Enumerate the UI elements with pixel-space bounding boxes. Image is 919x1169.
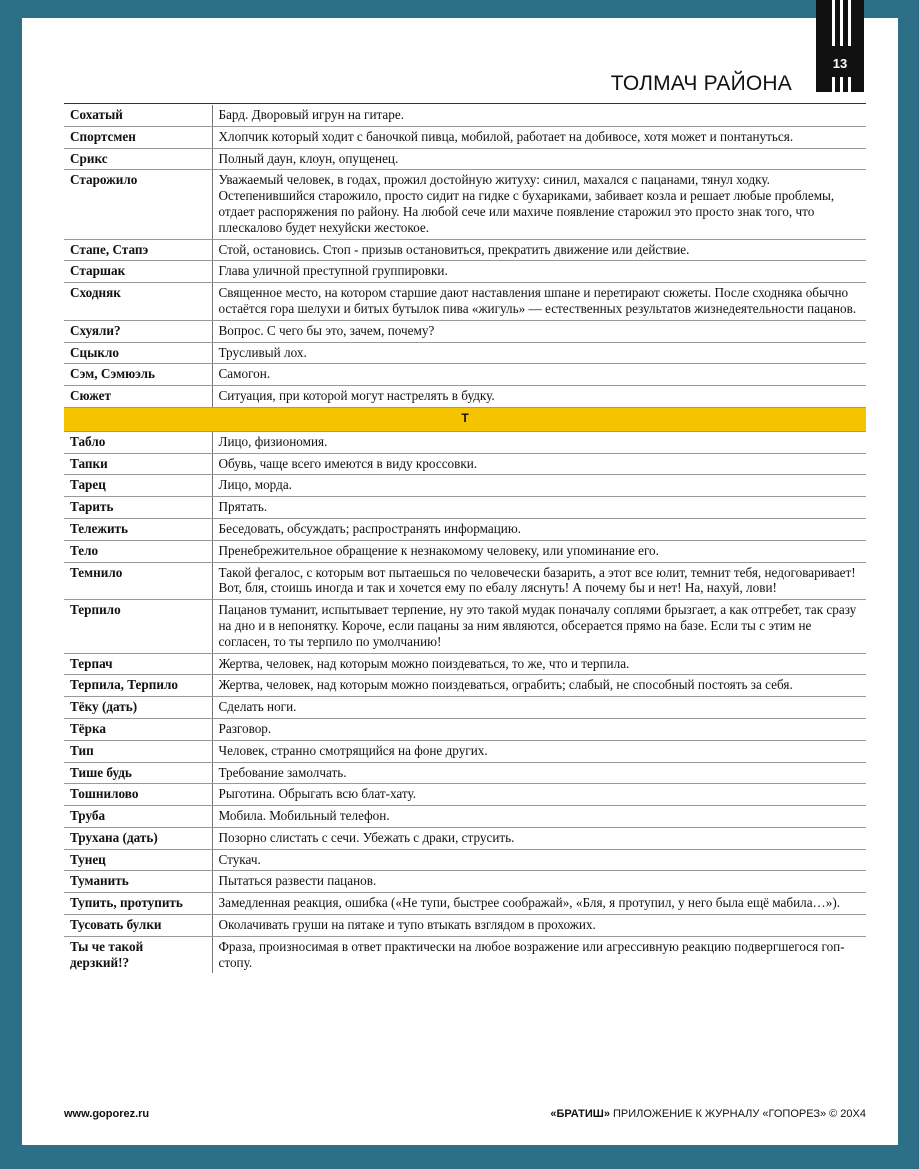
glossary-definition: Трусливый лох. (212, 342, 866, 364)
footer-site: www.goporez.ru (64, 1108, 150, 1120)
glossary-row (64, 893, 866, 915)
glossary-term: Тарить (64, 497, 212, 519)
glossary-term: Старожило (64, 170, 212, 239)
glossary-definition: Обувь, чаще всего имеются в виду кроссовки. (212, 453, 866, 475)
glossary-term: Сохатый (64, 105, 212, 126)
glossary-definition: Замедленная реакция, ошибка («Не тупи, быстрее соображай», «Бля, я протупил, у него была ещё мабила…»). (212, 893, 866, 915)
glossary-row (64, 497, 866, 519)
glossary-definition: Фраза, произносимая в ответ практически на любое возражение или агрессивную реакцию подвергшегося гоп-стопу. (218, 938, 845, 970)
glossary-definition: Священное место, на котором старшие дают наставления шпане и перетирают сюжеты. После сходняка обычно остаётся гора шелухи и битых бутылок пива «жигуль» — естественных результатов жизнедеятельности пацанов. (212, 283, 866, 321)
glossary-definition: Полный даун, клоун, опущенец. (212, 148, 866, 170)
glossary-term: Терпач (64, 653, 212, 675)
glossary-term: Табло (64, 431, 212, 453)
page-number: 13 (832, 56, 848, 71)
glossary-term: Терпило (64, 600, 212, 653)
glossary-term: Тело (64, 540, 212, 562)
glossary-definition: Сделать ноги. (212, 697, 866, 719)
glossary-definition: Хлопчик который ходит с баночкой пивца, мобилой, работает на добивосе, хотя может и понтануться. (212, 126, 866, 148)
glossary-term: Тарец (64, 475, 212, 497)
glossary-row (64, 849, 866, 871)
glossary-row (64, 342, 866, 364)
glossary-definition: Вопрос. С чего бы это, зачем, почему? (212, 320, 866, 342)
glossary-term: Тип (64, 740, 212, 762)
header-rule (64, 103, 866, 104)
glossary-definition: Такой фегалос, с которым вот пытаешься по человечески базарить, а этот все юлит, темнит тебя, недоговаривает! Вот, бля, стоишь иногда и так и хочется ему по ебалу ляснуть! А почему бы и нет! На, нахуй, лови! (212, 562, 866, 600)
glossary-definition: Пацанов туманит, испытывает терпение, ну это такой мудак поначалу соплями брызгает, а как отгребет, так сразу на дно и в непонятку. Короче, если пацаны за ним являются, обсерается прямо на базе. Если ты с этим не согласен, то ты терпило по умолчанию! (212, 600, 866, 653)
glossary-definition: Глава уличной преступной группировки. (212, 261, 866, 283)
glossary-row (64, 148, 866, 170)
glossary-row (64, 806, 866, 828)
glossary-term: Сцыкло (64, 342, 212, 364)
glossary-term: Сэм, Сэмюэль (64, 364, 212, 386)
footer-credit (500, 1108, 866, 1120)
glossary-definition: Самогон. (212, 364, 866, 386)
glossary-definition: Стой, остановись. Стоп - призыв остановиться, прекратить движение или действие. (212, 239, 866, 261)
glossary-term: Тележить (64, 518, 212, 540)
glossary-row (64, 126, 866, 148)
glossary-term: Сходняк (64, 283, 212, 321)
glossary-term: Тёрка (64, 718, 212, 740)
glossary-row (64, 320, 866, 342)
page-tab (816, 0, 864, 92)
footer-brand: «БРАТИШ» (550, 1108, 610, 1120)
glossary-row (64, 261, 866, 283)
glossary-table (64, 105, 866, 973)
section-header-row (64, 407, 866, 431)
glossary-row (64, 105, 866, 126)
page-title: ТОЛМАЧ РАЙОНА (610, 72, 792, 95)
glossary-row (64, 827, 866, 849)
glossary-definition: Лицо, физиономия. (212, 431, 866, 453)
glossary-definition: Бард. Дворовый игрун на гитаре. (212, 105, 866, 126)
glossary-definition: Мобила. Мобильный телефон. (212, 806, 866, 828)
glossary-row (64, 170, 866, 239)
glossary-row (64, 675, 866, 697)
glossary-row (64, 453, 866, 475)
glossary-row (64, 364, 866, 386)
glossary-definition: Рыготина. Обрыгать всю блат-хату. (212, 784, 866, 806)
glossary-row (64, 784, 866, 806)
footer-credit-text: ПРИЛОЖЕНИЕ К ЖУРНАЛУ «ГОПОРЕЗ» © 20X4 (609, 1108, 866, 1120)
glossary-definition: Пытаться развести пацанов. (212, 871, 866, 893)
glossary-row (64, 871, 866, 893)
glossary-term: Срикс (64, 148, 212, 170)
glossary-row (64, 283, 866, 321)
glossary-term: Тупить, протупить (64, 893, 212, 915)
glossary-row (64, 718, 866, 740)
glossary-term: Тусовать булки (64, 915, 212, 937)
glossary-row (64, 239, 866, 261)
glossary-definition: Человек, странно смотрящийся на фоне других. (212, 740, 866, 762)
glossary-row (64, 562, 866, 600)
glossary-definition: Позорно слистать с сечи. Убежать с драки, струсить. (212, 827, 866, 849)
section-letter: Т (64, 407, 866, 431)
glossary-term: Тапки (64, 453, 212, 475)
glossary-row (64, 540, 866, 562)
glossary-term: Терпила, Терпило (64, 675, 212, 697)
glossary-definition: Беседовать, обсуждать; распространять информацию. (212, 518, 866, 540)
glossary-definition: Требование замолчать. (212, 762, 866, 784)
glossary-definition: Уважаемый человек, в годах, прожил достойную житуху: синил, махался с пацанами, тянул ходку. Остепенившийся старожило, просто сидит на гидке с бухариками, забивает козла и решает любые проблемы, отдает распоряжения по району. На любой сече или махиче появление старожил это просто знак того, что плескалово будет нехуйски жестокое. (212, 170, 866, 239)
glossary-definition: Лицо, морда. (212, 475, 866, 497)
glossary-term: Туманить (64, 871, 212, 893)
glossary-definition: Пренебрежительное обращение к незнакомому человеку, или упоминание его. (212, 540, 866, 562)
glossary-term: Темнило (64, 562, 212, 600)
glossary-definition: Жертва, человек, над которым можно поиздеваться, ограбить; слабый, не способный постоять за себя. (212, 675, 866, 697)
glossary-term: Тунец (64, 849, 212, 871)
glossary-row (64, 386, 866, 408)
glossary-term: Схуяли? (64, 320, 212, 342)
glossary-row (64, 431, 866, 453)
glossary-row (64, 936, 866, 973)
glossary-term: Тошнилово (64, 784, 212, 806)
glossary-row (64, 762, 866, 784)
glossary-definition: Околачивать груши на пятаке и тупо втыкать взглядом в прохожих. (212, 915, 866, 937)
glossary-term: Трухана (дать) (64, 827, 212, 849)
glossary-row (64, 697, 866, 719)
glossary-row (64, 740, 866, 762)
glossary-term: Старшак (64, 261, 212, 283)
glossary-term: Труба (64, 806, 212, 828)
glossary-definition: Ситуация, при которой могут настрелять в будку. (212, 386, 866, 408)
glossary-term: Спортсмен (64, 126, 212, 148)
glossary-definition: Прятать. (212, 497, 866, 519)
glossary-definition: Жертва, человек, над которым можно поиздеваться, то же, что и терпила. (212, 653, 866, 675)
glossary-row (64, 653, 866, 675)
glossary-term: Ты че такой дерзкий!? (64, 936, 212, 973)
glossary-definition: Разговор. (212, 718, 866, 740)
glossary-row (64, 475, 866, 497)
glossary-term: Сюжет (64, 386, 212, 408)
glossary-term: Тёку (дать) (64, 697, 212, 719)
glossary-row (64, 915, 866, 937)
glossary-term: Стапе, Стапэ (64, 239, 212, 261)
glossary-term: Тише будь (64, 762, 212, 784)
glossary-definition: Стукач. (212, 849, 866, 871)
glossary-row (64, 518, 866, 540)
glossary-row (64, 600, 866, 653)
